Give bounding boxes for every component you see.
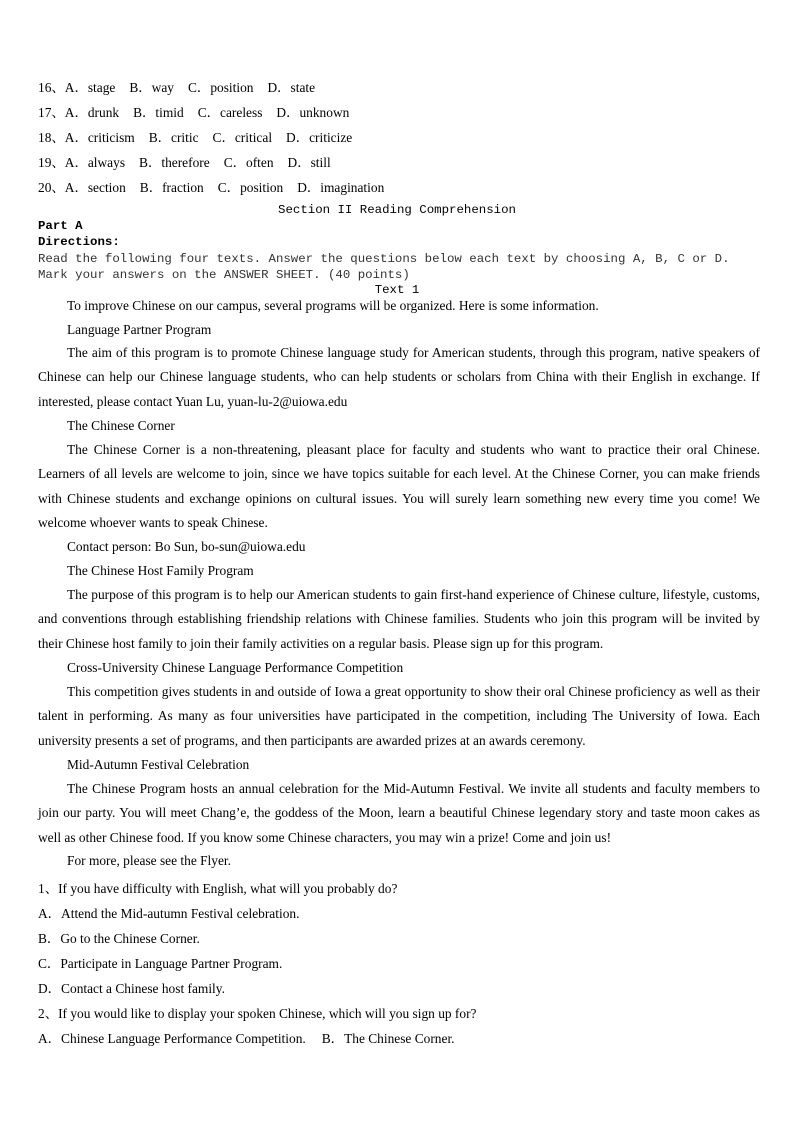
intro-paragraph: To improve Chinese on our campus, several programs will be organized. Here is some information.: [67, 298, 599, 313]
option-d: D．state: [267, 80, 316, 95]
option-a: A．section: [64, 180, 126, 195]
program-body-host-family: [38, 583, 760, 656]
part-label: Part A: [38, 219, 83, 233]
chinese-corner-contact: Contact person: Bo Sun, bo-sun@uiowa.edu: [67, 539, 306, 554]
question-number: 20、: [38, 180, 65, 195]
question-2-options-row: [38, 1028, 455, 1047]
option-b: B．therefore: [139, 155, 210, 170]
option-a: A．drunk: [64, 105, 120, 120]
program-title-mid-autumn: Mid-Autumn Festival Celebration: [67, 757, 250, 772]
question-number: 16、: [38, 80, 65, 95]
question-2: 2、If you would like to display your spoken Chinese, which will you sign up for?: [38, 1006, 477, 1021]
option-c: C．position: [217, 180, 284, 195]
cloze-option-row-18: [38, 127, 366, 146]
option-b: B．fraction: [139, 180, 204, 195]
text-title: Text 1: [374, 283, 420, 297]
option-b: B．timid: [133, 105, 184, 120]
paragraph-text: The purpose of this program is to help our American students to gain first-hand experience of Chinese culture, lifestyle, customs, and conventions through establishing friendship relations with Chinese families. Students who join this program will be invited by their Chinese host family to join their family activities on a regular basis. Please sign up for this program.: [38, 587, 760, 651]
question-1-option-a: A．Attend the Mid-autumn Festival celebration.: [38, 906, 300, 921]
program-body-competition: [38, 680, 760, 753]
question-number: 18、: [38, 130, 65, 145]
option-d: D．criticize: [286, 130, 353, 145]
option-c: C．careless: [197, 105, 263, 120]
option-a: A．criticism: [64, 130, 135, 145]
paragraph-text: The Chinese Corner is a non-threatening, pleasant place for faculty and students who want to practice their oral Chinese. Learners of all levels are welcome to join, since we have topics suitable for each level. At the Chinese Corner, you can make friends with Chinese students and exchange opinions on cultural issues. You will surely learn something new every time you come! We welcome whoever wants to speak Chinese.: [38, 442, 760, 531]
option-a: A．always: [64, 155, 126, 170]
question-2-option-a: A．Chinese Language Performance Competition.: [38, 1031, 306, 1046]
cloze-option-row-16: [38, 77, 329, 96]
option-b: B．critic: [148, 130, 199, 145]
option-c: C．critical: [212, 130, 273, 145]
question-1-option-c: C．Participate in Language Partner Program.: [38, 956, 283, 971]
question-2-option-b: B．The Chinese Corner.: [321, 1031, 455, 1046]
program-title-competition: Cross-University Chinese Language Performance Competition: [67, 660, 404, 675]
paragraph-text: The aim of this program is to promote Chinese language study for American students, through this program, native speakers of Chinese can help our Chinese language students, who can help students or scholars from China with their English in exchange. If interested, please contact Yuan Lu, yuan-lu-2@uiowa.edu: [38, 345, 760, 409]
option-d: D．still: [287, 155, 331, 170]
option-c: C．often: [223, 155, 274, 170]
question-number: 19、: [38, 155, 65, 170]
question-1-option-b: B．Go to the Chinese Corner.: [38, 931, 200, 946]
directions-text: Read the following four texts. Answer the questions below each text by choosing A, B, C or D. Mark your answers on the ANSWER SHEET. (40 points): [38, 252, 730, 282]
section-title: Section II Reading Comprehension: [278, 203, 516, 217]
cloze-option-row-17: [38, 102, 363, 121]
program-body-chinese-corner: [38, 438, 760, 536]
option-d: D．imagination: [297, 180, 385, 195]
option-d: D．unknown: [276, 105, 350, 120]
program-title-chinese-corner: The Chinese Corner: [67, 418, 175, 433]
cloze-option-row-19: [38, 152, 345, 171]
paragraph-text: The Chinese Program hosts an annual celebration for the Mid-Autumn Festival. We invite all students and faculty members to join our party. You will meet Chang’e, the goddess of the Moon, learn a beautiful Chinese legendary story and taste moon cakes as well as other Chinese food. If you know some Chinese characters, you may win a prize! Come and join us!: [38, 781, 760, 845]
program-body-language-partner: [38, 341, 760, 414]
question-number: 17、: [38, 105, 65, 120]
program-body-mid-autumn: [38, 777, 760, 850]
program-title-host-family: The Chinese Host Family Program: [67, 563, 254, 578]
option-c: C．position: [188, 80, 254, 95]
question-1: 1、If you have difficulty with English, what will you probably do?: [38, 881, 398, 896]
option-a: A．stage: [64, 80, 116, 95]
program-title-language-partner: Language Partner Program: [67, 322, 212, 337]
cloze-option-row-20: [38, 177, 398, 196]
paragraph-text: This competition gives students in and outside of Iowa a great opportunity to show their oral Chinese proficiency as well as their talent in performing. As many as four universities have participated in the competition, including The University of Iowa. Each university presents a set of programs, and then participants are awarded prizes at an awards ceremony.: [38, 684, 760, 748]
option-b: B．way: [129, 80, 174, 95]
more-info-line: For more, please see the Flyer.: [67, 853, 231, 868]
directions-label: Directions:: [38, 235, 120, 249]
question-1-option-d: D．Contact a Chinese host family.: [38, 981, 225, 996]
